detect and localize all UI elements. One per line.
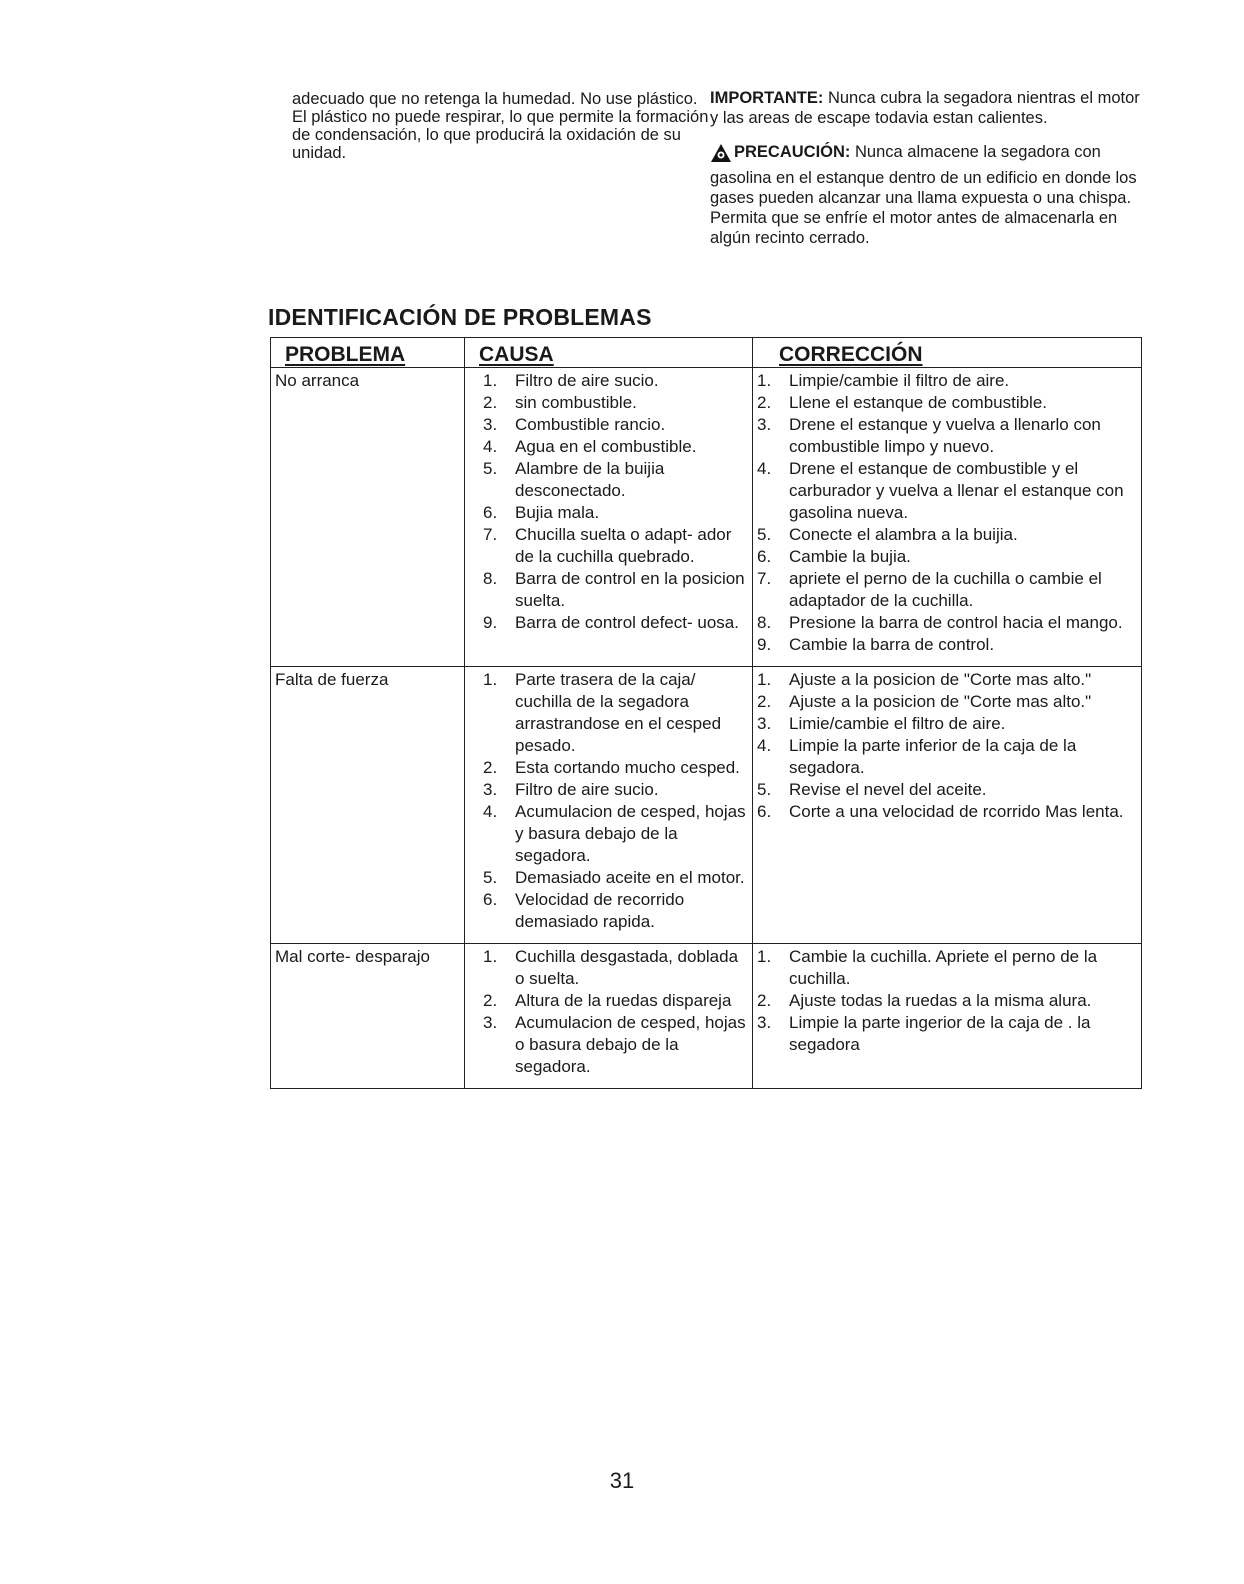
item-number: 2. [757, 991, 772, 1010]
section-title: IDENTIFICACIÓN DE PROBLEMAS [268, 304, 652, 330]
table-row [271, 667, 1142, 944]
correction-item [757, 1012, 1137, 1056]
item-number: 7. [757, 569, 772, 588]
header-correccion: CORRECCIÓN [753, 338, 1142, 368]
table-header-row [271, 338, 1142, 368]
problem-cell: Mal corte- desparajo [271, 944, 465, 1089]
item-text: Filtro de aire sucio. [515, 371, 659, 390]
item-number: 1. [483, 371, 498, 390]
item-number: 3. [483, 780, 498, 799]
item-number: 6. [757, 547, 772, 566]
intro-left-paragraph: adecuado que no retenga la humedad. No use plástico. El plástico no puede respirar, lo que permite la formación de condensación, lo que producirá la oxidación de su unidad. [292, 90, 709, 162]
correction-item [757, 370, 1137, 392]
correction-item [757, 946, 1137, 990]
correction-item [757, 990, 1137, 1012]
warning-icon [710, 143, 732, 168]
correction-item [757, 612, 1137, 634]
correction-item [757, 801, 1137, 823]
correction-item [757, 524, 1137, 546]
correction-item [757, 713, 1137, 735]
importante-note [710, 88, 1150, 128]
item-text: Cambie la bujia. [789, 547, 911, 566]
cause-item [469, 889, 748, 933]
problem-cell: No arranca [271, 368, 465, 667]
item-number: 2. [483, 393, 498, 412]
item-text: Cuchilla desgastada, doblada o suelta. [515, 947, 739, 988]
cause-item [469, 669, 748, 757]
item-number: 3. [757, 415, 772, 434]
cause-item [469, 370, 748, 392]
item-text: Ajuste a la posicion de "Corte mas alto." [789, 670, 1092, 689]
item-text: Chucilla suelta o adapt- ador de la cuchilla quebrado. [515, 525, 732, 566]
correccion-list [757, 370, 1137, 656]
item-number: 1. [483, 670, 498, 689]
correccion-cell [753, 667, 1142, 944]
item-number: 5. [483, 868, 498, 887]
cause-item [469, 568, 748, 612]
correccion-list [757, 669, 1137, 823]
item-text: Parte trasera de la caja/ cuchilla de la segadora arrastrandose en el cesped pesado. [515, 670, 722, 755]
item-number: 3. [483, 415, 498, 434]
intro-right-column [710, 88, 1150, 248]
item-number: 4. [757, 459, 772, 478]
item-number: 9. [757, 635, 772, 654]
item-text: Revise el nevel del aceite. [789, 780, 987, 799]
correction-item [757, 392, 1137, 414]
item-number: 4. [757, 736, 772, 755]
precaucion-text: Nunca almacene la segadora con gasolina en el estanque dentro de un edificio en donde los gases pueden alcanzar una llama expuesta o una chispa. Permita que se enfríe el motor antes de almacenarla en algún recinto cerrado. [710, 143, 1137, 247]
causa-cell [465, 944, 753, 1089]
item-number: 9. [483, 613, 498, 632]
correction-item [757, 568, 1137, 612]
item-number: 4. [483, 437, 498, 456]
importante-label: IMPORTANTE: [710, 89, 824, 107]
table-row [271, 368, 1142, 667]
correccion-cell [753, 944, 1142, 1089]
cause-item [469, 458, 748, 502]
item-text: Conecte el alambra a la buijia. [789, 525, 1018, 544]
item-number: 4. [483, 802, 498, 821]
item-text: Altura de la ruedas dispareja [515, 991, 732, 1010]
item-text: Combustible rancio. [515, 415, 666, 434]
item-number: 1. [757, 371, 772, 390]
item-number: 3. [757, 714, 772, 733]
item-text: Cambie la barra de control. [789, 635, 995, 654]
item-text: Demasiado aceite en el motor. [515, 868, 745, 887]
causa-list [469, 370, 748, 634]
table-row [271, 944, 1142, 1089]
item-number: 6. [757, 802, 772, 821]
precaucion-label: PRECAUCIÓN: [734, 143, 851, 161]
item-text: Esta cortando mucho cesped. [515, 758, 740, 777]
item-text: Bujia mala. [515, 503, 600, 522]
importante-text: Nunca cubra la segadora nientras el motor y las areas de escape todavia estan calientes. [710, 89, 1140, 127]
correction-item [757, 669, 1137, 691]
precaucion-note [710, 142, 1150, 248]
item-number: 1. [483, 947, 498, 966]
troubleshooting-table [270, 337, 1142, 1089]
item-number: 2. [483, 758, 498, 777]
item-text: Corte a una velocidad de rcorrido Mas lenta. [789, 802, 1124, 821]
cause-item [469, 801, 748, 867]
cause-item [469, 779, 748, 801]
item-text: Llene el estanque de combustible. [789, 393, 1048, 412]
item-number: 5. [757, 525, 772, 544]
causa-cell [465, 368, 753, 667]
item-text: Ajuste a la posicion de "Corte mas alto." [789, 692, 1092, 711]
item-number: 5. [757, 780, 772, 799]
item-number: 7. [483, 525, 498, 544]
item-number: 3. [483, 1013, 498, 1032]
item-text: Presione la barra de control hacia el mango. [789, 613, 1123, 632]
item-text: Ajuste todas la ruedas a la misma alura. [789, 991, 1092, 1010]
item-text: Drene el estanque y vuelva a llenarlo con combustible limpo y nuevo. [789, 415, 1101, 456]
item-number: 8. [483, 569, 498, 588]
header-causa: CAUSA [465, 338, 753, 368]
cause-item [469, 990, 748, 1012]
item-text: Cambie la cuchilla. Apriete el perno de la cuchilla. [789, 947, 1098, 988]
causa-list [469, 669, 748, 933]
item-text: Limie/cambie el filtro de aire. [789, 714, 1006, 733]
item-number: 6. [483, 890, 498, 909]
page-number: 31 [609, 1468, 635, 1493]
correction-item [757, 546, 1137, 568]
correction-item [757, 414, 1137, 458]
cause-item [469, 946, 748, 990]
correction-item [757, 779, 1137, 801]
item-text: Filtro de aire sucio. [515, 780, 659, 799]
item-number: 8. [757, 613, 772, 632]
item-text: sin combustible. [515, 393, 637, 412]
cause-item [469, 414, 748, 436]
cause-item [469, 502, 748, 524]
item-text: Velocidad de recorrido demasiado rapida. [515, 890, 685, 931]
item-text: apriete el perno de la cuchilla o cambie el adaptador de la cuchilla. [789, 569, 1102, 610]
header-problema: PROBLEMA [271, 338, 465, 368]
item-number: 6. [483, 503, 498, 522]
item-text: Alambre de la buijia desconectado. [515, 459, 665, 500]
item-text: Agua en el combustible. [515, 437, 697, 456]
item-text: Barra de control en la posicion suelta. [515, 569, 745, 610]
item-text: Limpie/cambie il filtro de aire. [789, 371, 1010, 390]
cause-item [469, 436, 748, 458]
item-number: 2. [757, 692, 772, 711]
item-text: Acumulacion de cesped, hojas y basura debajo de la segadora. [515, 802, 746, 865]
cause-item [469, 757, 748, 779]
item-number: 3. [757, 1013, 772, 1032]
cause-item [469, 1012, 748, 1078]
cause-item [469, 867, 748, 889]
problem-cell: Falta de fuerza [271, 667, 465, 944]
correction-item [757, 634, 1137, 656]
item-number: 2. [483, 991, 498, 1010]
correction-item [757, 735, 1137, 779]
item-text: Limpie la parte ingerior de la caja de . la segadora [789, 1013, 1091, 1054]
cause-item [469, 392, 748, 414]
correction-item [757, 458, 1137, 524]
cause-item [469, 524, 748, 568]
correccion-cell [753, 368, 1142, 667]
causa-cell [465, 667, 753, 944]
item-text: Drene el estanque de combustible y el carburador y vuelva a llenar el estanque con gasolina nueva. [789, 459, 1124, 522]
item-number: 2. [757, 393, 772, 412]
item-number: 5. [483, 459, 498, 478]
item-number: 1. [757, 947, 772, 966]
correccion-list [757, 946, 1137, 1056]
item-text: Limpie la parte inferior de la caja de la segadora. [789, 736, 1077, 777]
causa-list [469, 946, 748, 1078]
item-number: 1. [757, 670, 772, 689]
item-text: Acumulacion de cesped, hojas o basura debajo de la segadora. [515, 1013, 746, 1076]
item-text: Barra de control defect- uosa. [515, 613, 739, 632]
correction-item [757, 691, 1137, 713]
cause-item [469, 612, 748, 634]
